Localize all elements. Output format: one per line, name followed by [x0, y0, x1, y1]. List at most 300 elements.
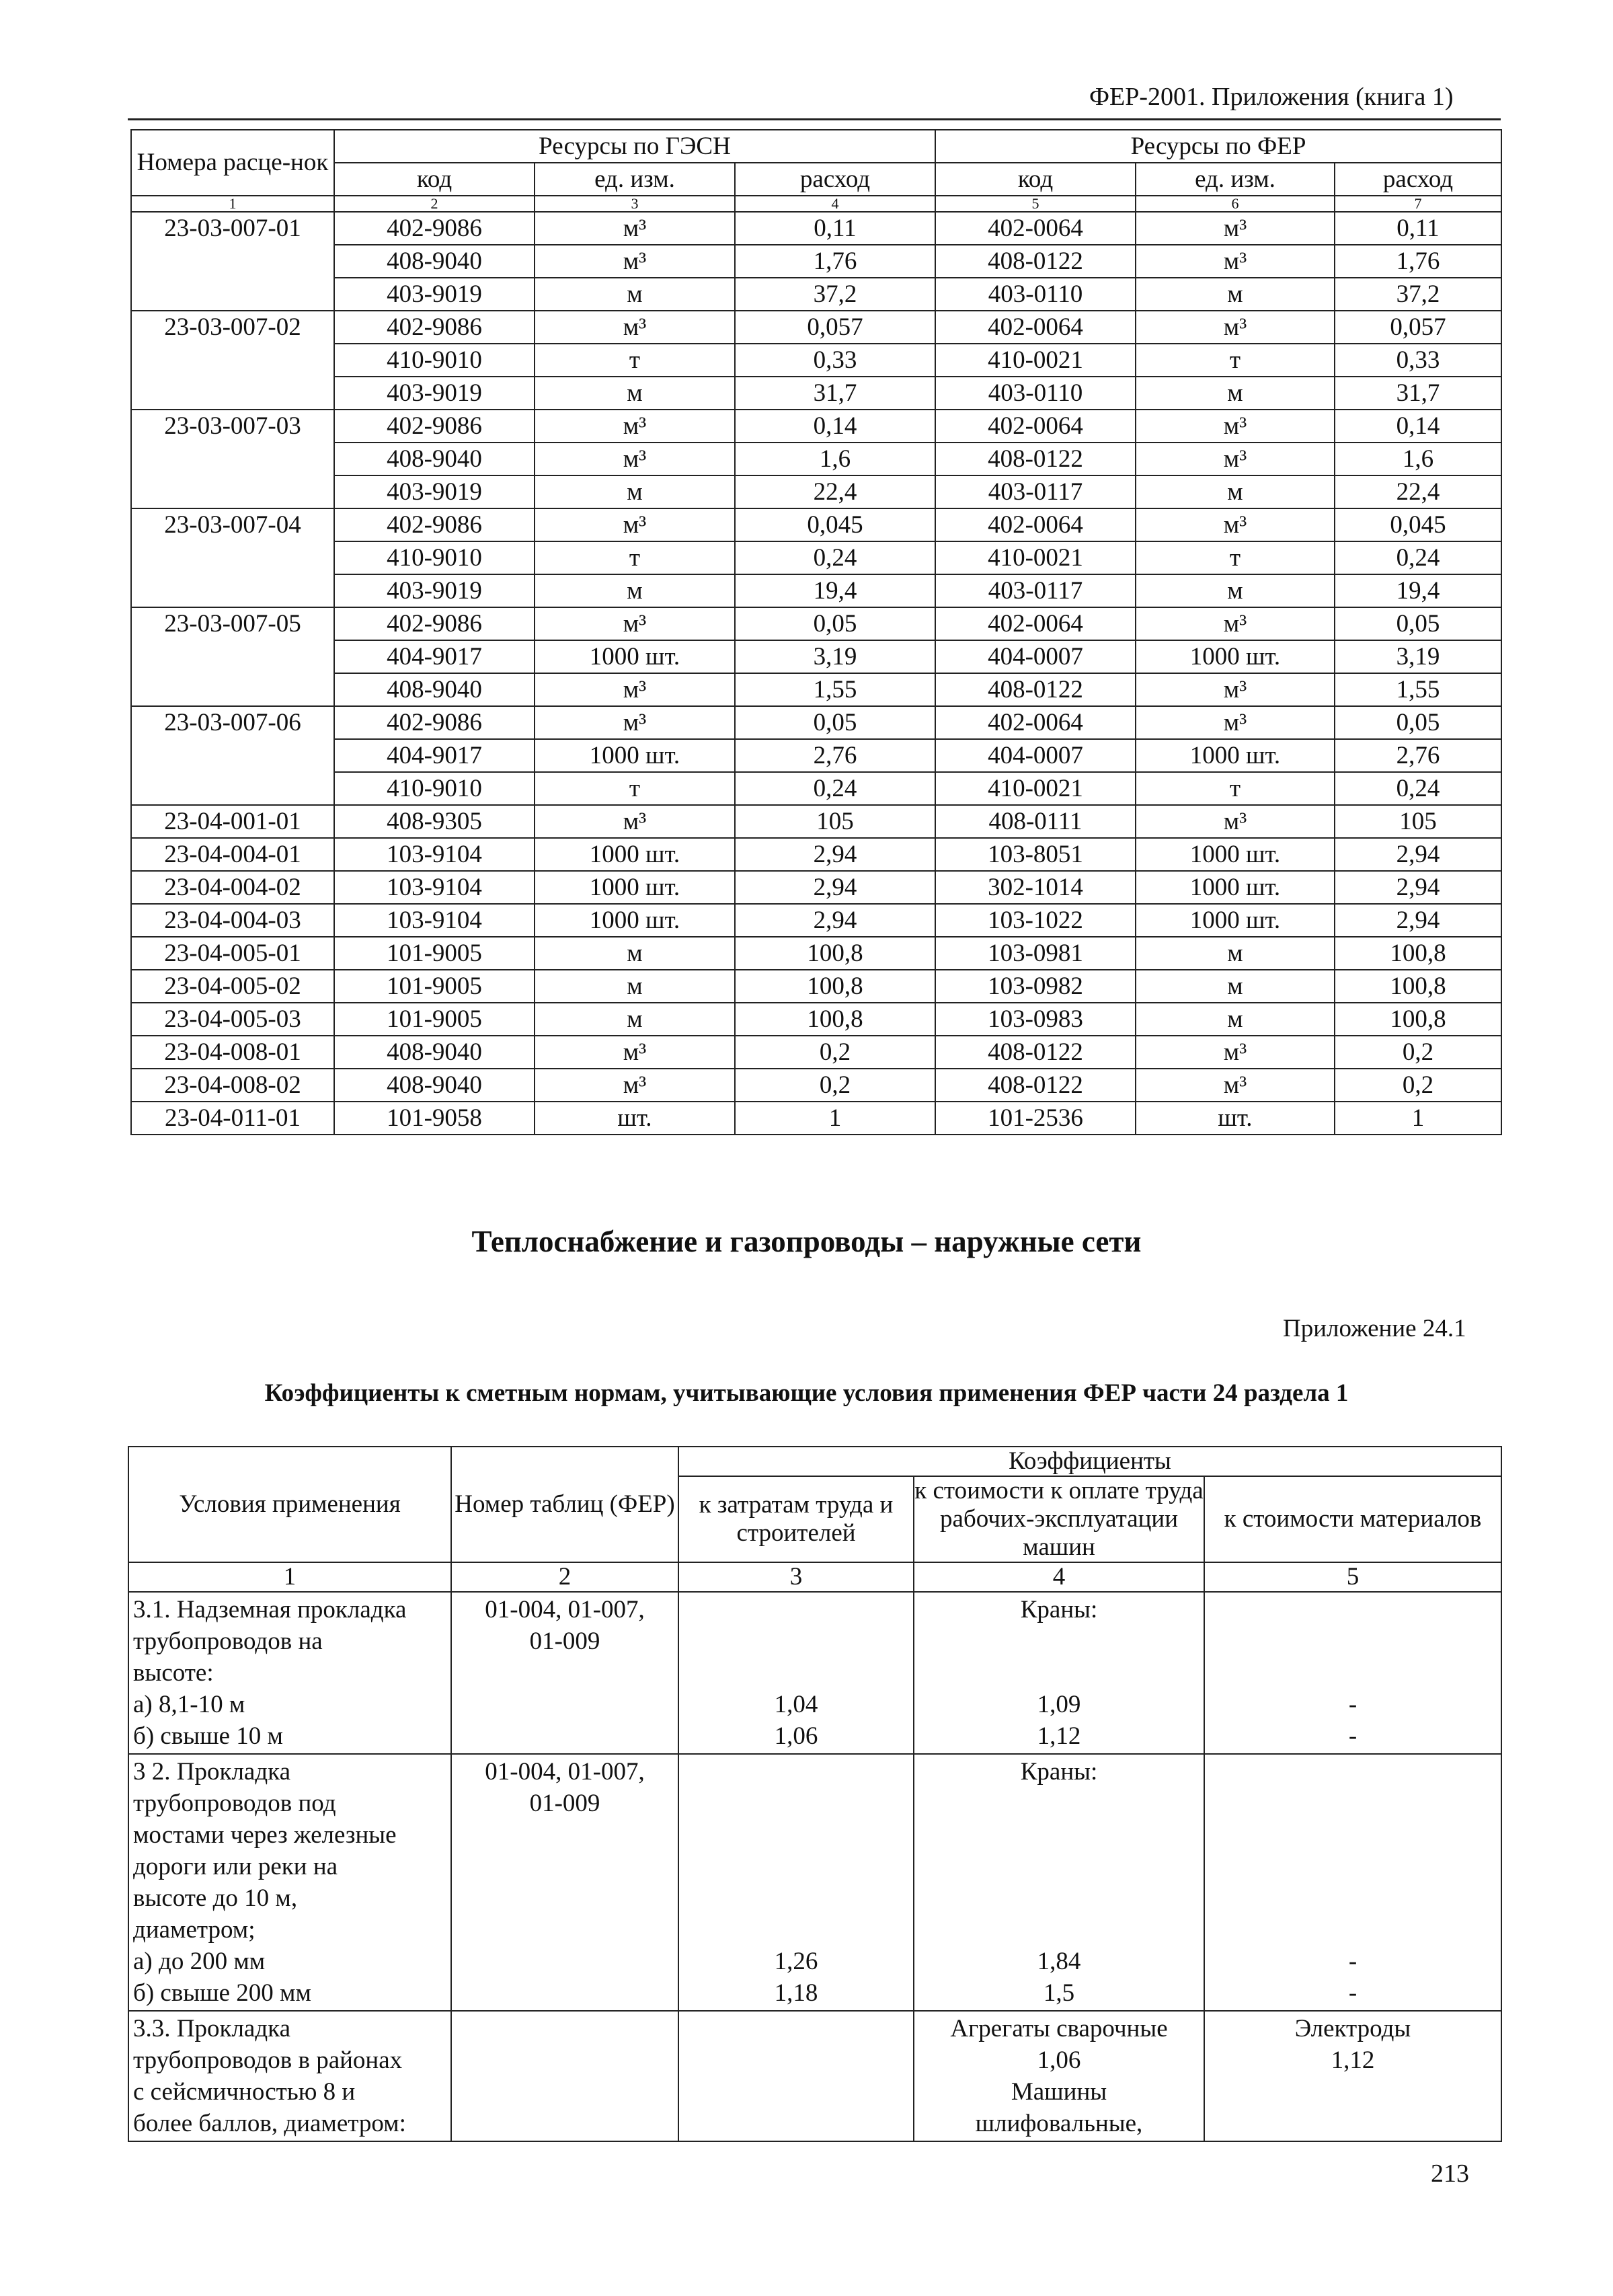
- table-cell: м³: [1136, 706, 1335, 739]
- table-cell: 408-9040: [334, 443, 535, 475]
- rate-code-cell: 23-04-004-01: [131, 838, 334, 871]
- table-cell: 0,2: [1335, 1069, 1501, 1102]
- table-cell: 3,19: [1335, 640, 1501, 673]
- rate-code-cell: 23-03-007-03: [131, 410, 334, 508]
- col-conditions-header: Условия применения: [128, 1447, 451, 1562]
- table-cell: 101-9005: [334, 937, 535, 970]
- rate-code-cell: 23-04-004-03: [131, 904, 334, 937]
- table-cell: 2,94: [735, 904, 935, 937]
- col-unit-header: ед. изм.: [535, 163, 735, 196]
- table-cell: т: [535, 541, 735, 574]
- table-cell: 408-0122: [935, 673, 1136, 706]
- col-materials-header: к стоимости материалов: [1204, 1476, 1501, 1562]
- col-number: 5: [935, 196, 1136, 212]
- table-cell: м: [535, 937, 735, 970]
- table-cell: 402-0064: [935, 706, 1136, 739]
- cell-line: шлифовальные,: [975, 2110, 1143, 2137]
- table-cell: м³: [1136, 673, 1335, 706]
- table-cell: 408-0122: [935, 1036, 1136, 1069]
- cell-line: [683, 1788, 909, 1819]
- table-cell: т: [1136, 772, 1335, 805]
- cell-line: [683, 2044, 909, 2076]
- table-cell: 1000 шт.: [535, 838, 735, 871]
- rate-code-cell: 23-03-007-01: [131, 212, 334, 311]
- table-cell: 1000 шт.: [535, 904, 735, 937]
- cell-line: б) свыше 10 м: [133, 1722, 283, 1750]
- table-row: [131, 541, 1501, 574]
- cell-line: [683, 2013, 909, 2044]
- table-cell: м³: [535, 1036, 735, 1069]
- cell-line: -: [1348, 1979, 1358, 2007]
- table-cell: 0,057: [1335, 311, 1501, 344]
- cell-line: [1209, 1657, 1497, 1689]
- table-cell: 0,05: [735, 706, 935, 739]
- table-cell: 103-0981: [935, 937, 1136, 970]
- table-cell: м³: [535, 673, 735, 706]
- table-cell: 408-9040: [334, 1036, 535, 1069]
- table-cell: 410-0021: [935, 541, 1136, 574]
- table-cell: 404-9017: [334, 739, 535, 772]
- group-fer-header: Ресурсы по ФЕР: [935, 130, 1501, 163]
- cell-line: [918, 1819, 1199, 1851]
- table-cell: 22,4: [735, 475, 935, 508]
- cell-line: [456, 1977, 674, 2009]
- table-cell: 408-0122: [935, 245, 1136, 278]
- table-cell: 402-9086: [334, 311, 535, 344]
- table-cell: 403-0117: [935, 475, 1136, 508]
- cell-line: 1,12: [1331, 2046, 1375, 2074]
- col-number: 4: [914, 1562, 1204, 1592]
- table-row: [131, 640, 1501, 673]
- cell-line: 01-009: [529, 1790, 600, 1817]
- table-cell: 0,2: [735, 1036, 935, 1069]
- table-cell: 402-9086: [334, 508, 535, 541]
- cell-line: [456, 1882, 674, 1914]
- table-cell: 0,14: [735, 410, 935, 443]
- table-cell: 408-0111: [935, 805, 1136, 838]
- table-cell: 408-9040: [334, 1069, 535, 1102]
- table-cell: 402-0064: [935, 311, 1136, 344]
- col-table-no-header: Номер таблиц (ФЕР): [451, 1447, 678, 1562]
- cell-line: [683, 1851, 909, 1882]
- col-number: 1: [131, 196, 334, 212]
- col-number: 4: [735, 196, 935, 212]
- rate-code-cell: 23-04-004-02: [131, 871, 334, 904]
- table-cell: м: [535, 574, 735, 607]
- rate-code-cell: 23-04-008-01: [131, 1036, 334, 1069]
- cell-line: 1,06: [1037, 2046, 1081, 2074]
- table-cell: 1000 шт.: [535, 871, 735, 904]
- table-cell: 0,2: [735, 1069, 935, 1102]
- table-cell: м³: [1136, 245, 1335, 278]
- table-cell: м: [1136, 278, 1335, 311]
- table-cell: 1000 шт.: [535, 640, 735, 673]
- table-row: [131, 1069, 1501, 1102]
- section-title: Теплоснабжение и газопроводы – наружные сети: [471, 1225, 1142, 1258]
- table-cell: 103-8051: [935, 838, 1136, 871]
- resources-table-body: [131, 212, 1501, 1135]
- table-cell: 403-0110: [935, 377, 1136, 410]
- cell-line: -: [1348, 1691, 1358, 1718]
- col-unit-header: ед. изм.: [1136, 163, 1335, 196]
- table-cell: 1,6: [735, 443, 935, 475]
- table-cell: м: [535, 970, 735, 1003]
- table-row: [131, 1102, 1501, 1135]
- cell-line: Машины: [1011, 2078, 1107, 2106]
- cell-line: 01-004, 01-007,: [485, 1596, 645, 1623]
- cell-line: [456, 1819, 674, 1851]
- cell-line: 3.1. Надземная прокладка: [133, 1596, 407, 1623]
- coef-cell-machines: [914, 1592, 1204, 1754]
- table-cell: 19,4: [1335, 574, 1501, 607]
- table-cell: м³: [535, 805, 735, 838]
- coef-cell-machines: [914, 1754, 1204, 2011]
- coef-cell-tables: [451, 1754, 678, 2011]
- table-cell: 402-0064: [935, 212, 1136, 245]
- table-cell: 0,24: [1335, 772, 1501, 805]
- cell-line: -: [1348, 1948, 1358, 1975]
- rate-code-cell: 23-04-001-01: [131, 805, 334, 838]
- table-cell: 408-0122: [935, 1069, 1136, 1102]
- table-cell: 100,8: [1335, 1003, 1501, 1036]
- table-row: [131, 970, 1501, 1003]
- table-cell: 1,6: [1335, 443, 1501, 475]
- table-cell: 22,4: [1335, 475, 1501, 508]
- table-cell: 0,14: [1335, 410, 1501, 443]
- table-cell: м³: [535, 508, 735, 541]
- col-consumption-header: расход: [735, 163, 935, 196]
- cell-line: дороги или реки на: [133, 1853, 338, 1880]
- col-code-header: код: [935, 163, 1136, 196]
- cell-line: б) свыше 200 мм: [133, 1979, 311, 2007]
- table-cell: 100,8: [1335, 937, 1501, 970]
- cell-line: [918, 1882, 1199, 1914]
- cell-line: [683, 1882, 909, 1914]
- table-cell: м³: [535, 1069, 735, 1102]
- table-cell: 0,24: [1335, 541, 1501, 574]
- cell-line: [918, 1657, 1199, 1689]
- table-cell: м: [1136, 970, 1335, 1003]
- coef-cell-labor: [678, 1754, 914, 2011]
- table-row: [131, 706, 1501, 739]
- table-cell: 105: [1335, 805, 1501, 838]
- cell-line: с сейсмичностью 8 и: [133, 2078, 356, 2106]
- coef-table-title: Коэффициенты к сметным нормам, учитывающие условия применения ФЕР части 24 раздела 1: [264, 1379, 1349, 1407]
- table-cell: м: [1136, 475, 1335, 508]
- table-cell: 410-9010: [334, 772, 535, 805]
- rate-code-cell: 23-04-011-01: [131, 1102, 334, 1135]
- table-cell: 403-9019: [334, 377, 535, 410]
- cell-line: [683, 1657, 909, 1689]
- coef-cell-cond: [128, 2011, 451, 2141]
- cell-line: диаметром;: [133, 1916, 255, 1944]
- rate-code-cell: 23-04-005-02: [131, 970, 334, 1003]
- cell-line: а) 8,1-10 м: [133, 1691, 245, 1718]
- table-cell: м³: [1136, 311, 1335, 344]
- table-cell: м: [535, 475, 735, 508]
- cell-line: [1209, 1625, 1497, 1657]
- cell-line: 3 2. Прокладка: [133, 1758, 290, 1786]
- coefficients-table: [128, 1446, 1502, 2142]
- cell-line: [683, 1625, 909, 1657]
- rate-code-cell: 23-04-005-01: [131, 937, 334, 970]
- table-cell: 404-9017: [334, 640, 535, 673]
- table-cell: 408-9040: [334, 673, 535, 706]
- table-cell: м³: [535, 410, 735, 443]
- coef-cell-materials: [1204, 1592, 1501, 1754]
- table-cell: 101-9005: [334, 970, 535, 1003]
- cell-line: Краны:: [1020, 1758, 1098, 1786]
- cell-line: 1,06: [774, 1722, 818, 1750]
- table-row: [131, 212, 1501, 245]
- table-cell: м³: [1136, 607, 1335, 640]
- table-cell: 101-9005: [334, 1003, 535, 1036]
- coef-cell-cond: [128, 1754, 451, 2011]
- table-cell: 408-0122: [935, 443, 1136, 475]
- cell-line: 01-009: [529, 1628, 600, 1655]
- table-cell: 403-0110: [935, 278, 1136, 311]
- cell-line: [683, 2076, 909, 2108]
- table-row: [131, 443, 1501, 475]
- table-cell: 1000 шт.: [1136, 640, 1335, 673]
- table-cell: 19,4: [735, 574, 935, 607]
- group-gesn-header: Ресурсы по ГЭСН: [334, 130, 935, 163]
- table-cell: 37,2: [1335, 278, 1501, 311]
- coef-cell-materials: [1204, 2011, 1501, 2141]
- table-cell: м³: [535, 607, 735, 640]
- table-cell: 410-9010: [334, 541, 535, 574]
- table-cell: 0,11: [1335, 212, 1501, 245]
- table-cell: 2,94: [1335, 871, 1501, 904]
- table-cell: 410-9010: [334, 344, 535, 377]
- rate-code-cell: 23-03-007-05: [131, 607, 334, 706]
- cell-line: 1,12: [1037, 1722, 1081, 1750]
- table-cell: 0,057: [735, 311, 935, 344]
- cell-line: [456, 2013, 674, 2044]
- table-row: [131, 245, 1501, 278]
- coef-cell-materials: [1204, 1754, 1501, 2011]
- table-row: [128, 1754, 1501, 2011]
- table-row: [131, 904, 1501, 937]
- table-cell: м³: [1136, 443, 1335, 475]
- table-cell: 0,24: [735, 541, 935, 574]
- cell-line: 01-004, 01-007,: [485, 1758, 645, 1786]
- table-row: [131, 937, 1501, 970]
- col-number: 1: [128, 1562, 451, 1592]
- cell-line: [456, 2044, 674, 2076]
- col-code-header: код: [334, 163, 535, 196]
- table-cell: 1,76: [735, 245, 935, 278]
- coef-cell-cond: [128, 1592, 451, 1754]
- table-cell: 100,8: [735, 1003, 935, 1036]
- col-number: 2: [451, 1562, 678, 1592]
- cell-line: [683, 1819, 909, 1851]
- table-cell: м³: [535, 245, 735, 278]
- group-coefficients-header: Коэффициенты: [678, 1447, 1501, 1476]
- cell-line: [918, 1788, 1199, 1819]
- cell-line: [1209, 2108, 1497, 2139]
- cell-line: [1209, 1819, 1497, 1851]
- table-row: [131, 871, 1501, 904]
- cell-line: а) до 200 мм: [133, 1948, 266, 1975]
- table-cell: м³: [1136, 1069, 1335, 1102]
- table-cell: 3,19: [735, 640, 935, 673]
- coef-cell-labor: [678, 2011, 914, 2141]
- table-row: [131, 475, 1501, 508]
- cell-line: [918, 1851, 1199, 1882]
- table-row: [131, 607, 1501, 640]
- table-cell: 408-9040: [334, 245, 535, 278]
- table-cell: шт.: [535, 1102, 735, 1135]
- table-cell: 0,33: [1335, 344, 1501, 377]
- table-row: [131, 278, 1501, 311]
- cell-line: [456, 1914, 674, 1946]
- table-cell: 402-0064: [935, 410, 1136, 443]
- table-cell: 403-9019: [334, 278, 535, 311]
- table-cell: 101-2536: [935, 1102, 1136, 1135]
- cell-line: [1209, 1882, 1497, 1914]
- table-cell: м: [1136, 377, 1335, 410]
- col-number: 6: [1136, 196, 1335, 212]
- table-cell: 410-0021: [935, 772, 1136, 805]
- table-cell: м: [535, 1003, 735, 1036]
- table-cell: 103-0982: [935, 970, 1136, 1003]
- table-cell: т: [535, 772, 735, 805]
- table-cell: м³: [535, 706, 735, 739]
- table-cell: 0,2: [1335, 1036, 1501, 1069]
- cell-line: трубопроводов под: [133, 1790, 336, 1817]
- table-cell: 0,11: [735, 212, 935, 245]
- table-cell: 2,94: [1335, 904, 1501, 937]
- table-row: [131, 673, 1501, 706]
- table-cell: 1000 шт.: [1136, 904, 1335, 937]
- table-cell: 0,05: [735, 607, 935, 640]
- table-cell: м³: [1136, 805, 1335, 838]
- table-cell: 0,045: [1335, 508, 1501, 541]
- table-cell: 103-9104: [334, 904, 535, 937]
- cell-line: [1209, 1594, 1497, 1625]
- table-row: [131, 1036, 1501, 1069]
- cell-line: трубопроводов в районах: [133, 2046, 403, 2074]
- table-cell: 31,7: [1335, 377, 1501, 410]
- table-cell: 1000 шт.: [1136, 871, 1335, 904]
- table-cell: м³: [1136, 1036, 1335, 1069]
- rate-code-cell: 23-03-007-06: [131, 706, 334, 805]
- resources-table: [130, 129, 1502, 1135]
- cell-line: [456, 2076, 674, 2108]
- table-cell: 1,55: [735, 673, 935, 706]
- coef-cell-tables: [451, 1592, 678, 1754]
- cell-line: Электроды: [1294, 2015, 1411, 2042]
- cell-line: [456, 1851, 674, 1882]
- rate-code-cell: 23-03-007-02: [131, 311, 334, 410]
- table-row: [131, 805, 1501, 838]
- cell-line: [1209, 1914, 1497, 1946]
- table-cell: 1: [1335, 1102, 1501, 1135]
- table-cell: 404-0007: [935, 739, 1136, 772]
- cell-line: [456, 1720, 674, 1752]
- cell-line: высоте до 10 м,: [133, 1884, 298, 1912]
- rate-code-cell: 23-03-007-04: [131, 508, 334, 607]
- coef-cell-tables: [451, 2011, 678, 2141]
- table-cell: 100,8: [735, 937, 935, 970]
- cell-line: более баллов, диаметром:: [133, 2110, 406, 2137]
- table-cell: 403-0117: [935, 574, 1136, 607]
- cell-line: 1,26: [774, 1948, 818, 1975]
- table-row: [131, 344, 1501, 377]
- table-cell: 402-9086: [334, 212, 535, 245]
- table-cell: т: [1136, 541, 1335, 574]
- table-row: [131, 772, 1501, 805]
- cell-line: [1209, 2076, 1497, 2108]
- table-cell: 408-9305: [334, 805, 535, 838]
- cell-line: [1209, 1851, 1497, 1882]
- table-cell: 402-9086: [334, 410, 535, 443]
- cell-line: [683, 1594, 909, 1625]
- col-number: 3: [678, 1562, 914, 1592]
- table-cell: 2,94: [735, 871, 935, 904]
- table-cell: м³: [1136, 212, 1335, 245]
- table-cell: шт.: [1136, 1102, 1335, 1135]
- cell-line: 1,84: [1037, 1948, 1081, 1975]
- table-row: [128, 2011, 1501, 2141]
- table-cell: 402-9086: [334, 607, 535, 640]
- cell-line: [683, 1914, 909, 1946]
- table-cell: 0,33: [735, 344, 935, 377]
- table-cell: 1,76: [1335, 245, 1501, 278]
- appendix-label: Приложение 24.1: [1283, 1315, 1466, 1342]
- cell-line: 3.3. Прокладка: [133, 2015, 290, 2042]
- cell-line: -: [1348, 1722, 1358, 1750]
- table-cell: т: [1136, 344, 1335, 377]
- coef-cell-machines: [914, 2011, 1204, 2141]
- table-cell: м: [1136, 1003, 1335, 1036]
- cell-line: [456, 1689, 674, 1720]
- col-number: 2: [334, 196, 535, 212]
- table-cell: м³: [535, 311, 735, 344]
- table-cell: 302-1014: [935, 871, 1136, 904]
- rate-code-cell: 23-04-005-03: [131, 1003, 334, 1036]
- table-cell: 402-0064: [935, 607, 1136, 640]
- table-cell: м³: [535, 443, 735, 475]
- table-cell: 2,94: [735, 838, 935, 871]
- table-cell: м: [535, 278, 735, 311]
- table-cell: 402-9086: [334, 706, 535, 739]
- table-cell: 1000 шт.: [1136, 739, 1335, 772]
- table-cell: м: [1136, 937, 1335, 970]
- cell-line: 1,04: [774, 1691, 818, 1718]
- cell-line: [456, 1657, 674, 1689]
- col-number: 7: [1335, 196, 1501, 212]
- table-cell: 37,2: [735, 278, 935, 311]
- cell-line: [456, 2108, 674, 2139]
- table-cell: 1,55: [1335, 673, 1501, 706]
- table-cell: 1000 шт.: [535, 739, 735, 772]
- table-cell: 101-9058: [334, 1102, 535, 1135]
- table-cell: 31,7: [735, 377, 935, 410]
- col-consumption-header: расход: [1335, 163, 1501, 196]
- page-number: 213: [1431, 2159, 1469, 2188]
- cell-line: Агрегаты сварочные: [950, 2015, 1168, 2042]
- table-cell: 103-9104: [334, 838, 535, 871]
- table-cell: 103-9104: [334, 871, 535, 904]
- table-cell: 404-0007: [935, 640, 1136, 673]
- table-cell: 105: [735, 805, 935, 838]
- table-cell: 2,76: [1335, 739, 1501, 772]
- table-cell: т: [535, 344, 735, 377]
- table-row: [131, 508, 1501, 541]
- table-cell: 1: [735, 1102, 935, 1135]
